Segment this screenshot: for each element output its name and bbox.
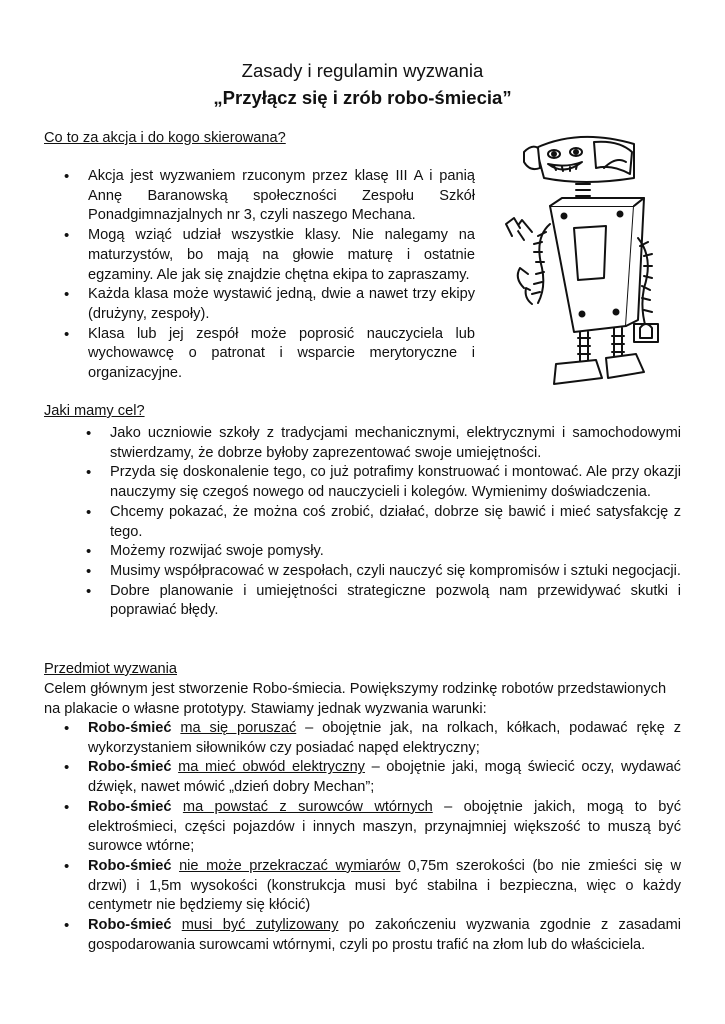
item-underlined: ma powstać z surowców wtórnych <box>182 798 433 815</box>
list-item <box>88 758 681 797</box>
item-underlined: ma się poruszać <box>180 720 297 736</box>
item-text: po zakończeniu wyzwania zgodnie z zasadami gospodarowania surowcami wtórnymi, czyli po prostu trafić na złom lub do właściciela. <box>88 917 682 953</box>
section-heading-who: Co to za akcja i do kogo skierowana? <box>44 130 286 146</box>
list-item: • Każda klasa może wystawić jedną, dwie a nawet trzy ekipy (drużyny, zespoły). <box>88 285 475 324</box>
list-item: • Jako uczniowie szkoły z tradycjami mechanicznymi, elektrycznymi i samochodowymi stwierdzamy, że dobrze byłoby zaprezentować swoje umiejętności. <box>110 424 681 463</box>
list-item <box>88 798 681 857</box>
section2-list <box>110 424 681 621</box>
robot-illustration <box>484 128 680 398</box>
item-bold: Robo-śmieć <box>88 798 172 815</box>
item-text: 0,75m szerokości (bo nie zmieści się w drzwi) i 1,5m wysokości (konstrukcja musi być stabilna i bezpieczna, więc o każdy centymetr nie będziemy się kłócić) <box>88 857 681 914</box>
list-item <box>88 857 681 916</box>
item-text: – obojętnie jaki, mogą świecić oczy, wydawać dźwięk, nawet mówić „dzień dobry Mechan”; <box>88 759 681 796</box>
section-heading-subject: Przedmiot wyzwania <box>44 661 178 677</box>
list-item: • Dobre planowanie i umiejętności strategiczne pozwolą nam przewidywać skutki i poprawiać błędy. <box>110 582 681 621</box>
list-item: • Przyda się doskonalenie tego, co już potrafimy konstruować i montować. Ale przy okazji nauczymy się czegoś nowego od nauczycieli i kolegów. Wymienimy doświadczenia. <box>110 463 681 502</box>
list-item: • Chcemy pokazać, że można coś zrobić, działać, dobrze się bawić i mieć satysfakcję z tego. <box>110 503 681 542</box>
section3-intro: Celem głównym jest stworzenie Robo-śmiecia. Powiększymy rodzinkę robotów przedstawionych na plakacie o własne prototypy. Stawiamy jednak wyzwania warunki: <box>44 681 667 717</box>
list-item: • Musimy współpracować w zespołach, czyli nauczyć się kompromisów i sztuki negocjacji. <box>110 562 681 582</box>
list-item: • Akcja jest wyzwaniem rzuconym przez klasę III A i panią Annę Baranowską społeczności Zespołu Szkół Ponadgimnazjalnych nr 3, czyli naszego Mechana. <box>88 167 475 226</box>
item-bold: Robo-śmieć <box>88 917 172 934</box>
list-item: • Mogą wziąć udział wszystkie klasy. Nie nalegamy na maturzystów, bo mają na głowie maturę i ostatnie egzaminy. Ale jak się znajdzie chętna ekipa to zapraszamy. <box>88 226 475 285</box>
challenge-name: „Przyłącz się i zrób robo-śmiecia” <box>213 87 512 108</box>
section-heading-goal: Jaki mamy cel? <box>44 403 145 419</box>
list-item: • Możemy rozwijać swoje pomysły. <box>110 542 681 562</box>
item-underlined: musi być zutylizowany <box>181 917 339 934</box>
item-text: – obojętnie jakich, mogą to być elektrośmieci, części pojazdów i innych maszyn, przynajmniej większość to muszą być surowce wtórne; <box>88 798 682 855</box>
item-bold: Robo-śmieć <box>88 720 172 736</box>
list-item: • Klasa lub jej zespół może poprosić nauczyciela lub wychowawcę o patronat i wsparcie merytoryczne i organizacyjne. <box>88 325 475 384</box>
list-item <box>88 719 681 758</box>
document-title: Zasady i regulamin wyzwania <box>241 60 484 81</box>
item-text: – obojętnie jak, na rolkach, kółkach, podawać rękę z wykorzystaniem siłowników czy posiadać napęd elektryczny; <box>88 720 681 756</box>
list-item <box>88 916 681 955</box>
section3-list <box>88 719 681 955</box>
item-underlined: nie może przekraczać wymiarów <box>179 857 401 874</box>
item-underlined: ma mieć obwód elektryczny <box>178 759 365 776</box>
item-bold: Robo-śmieć <box>88 857 172 874</box>
section1-list <box>88 167 475 384</box>
item-bold: Robo-śmieć <box>88 759 172 776</box>
